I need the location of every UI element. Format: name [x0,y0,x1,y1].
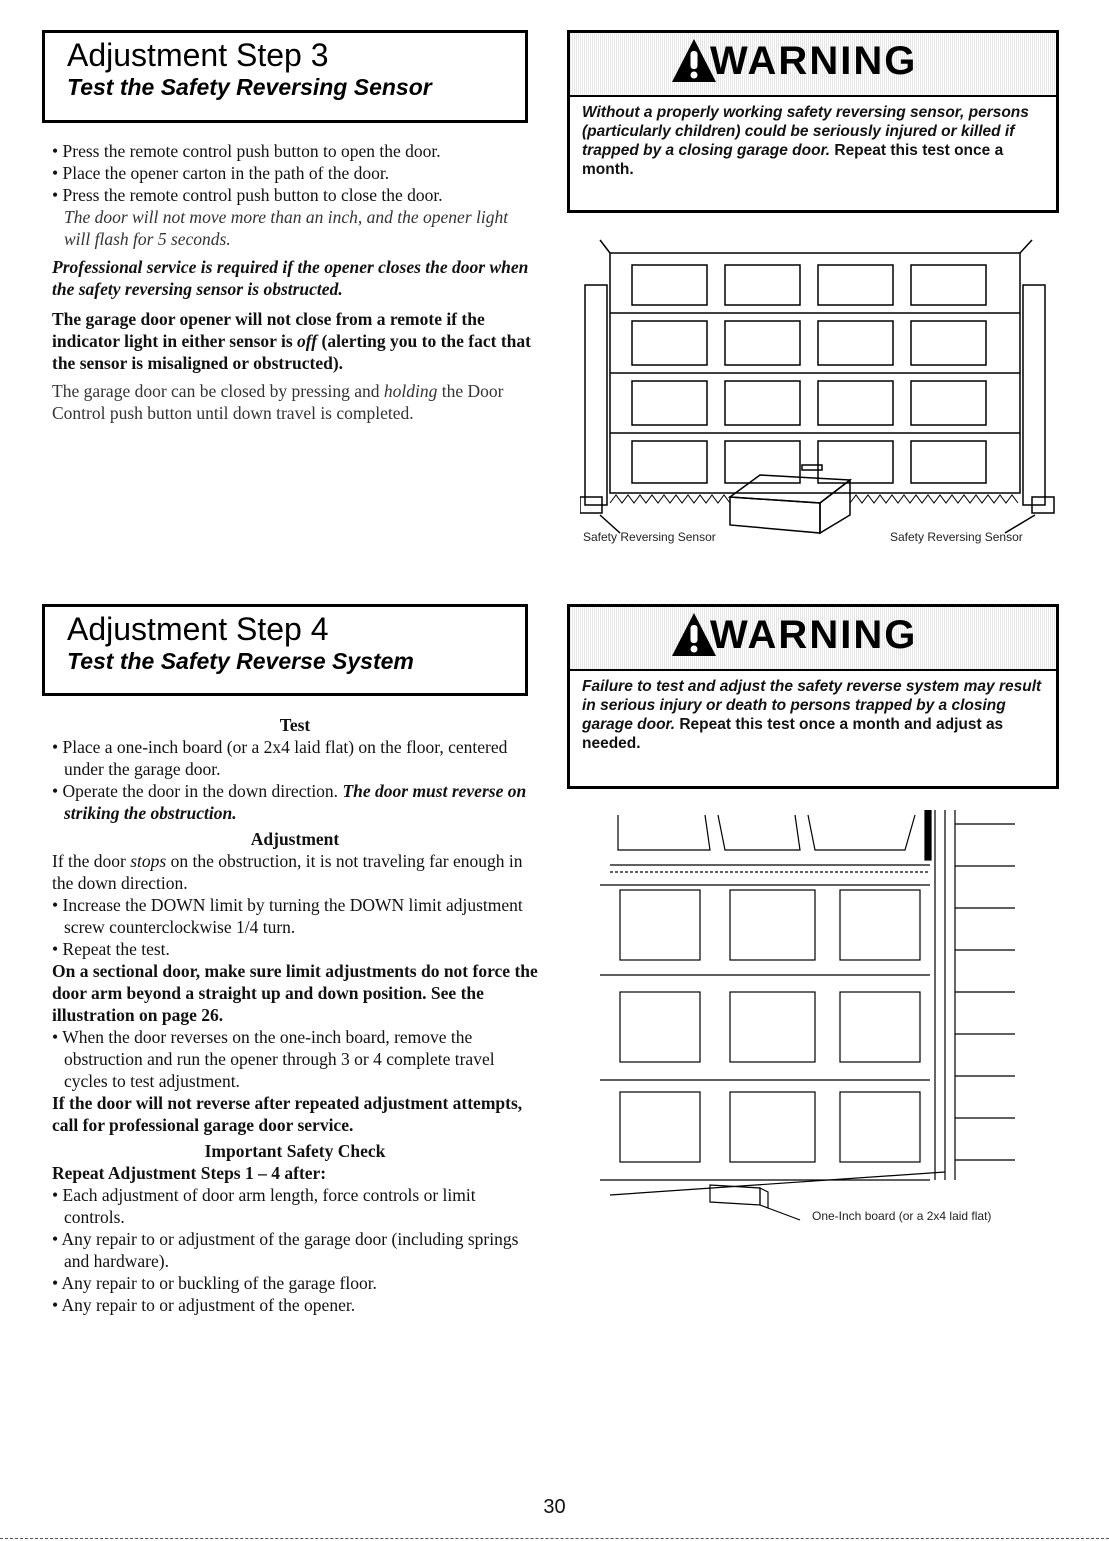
step3-bullet-2: • Place the opener carton in the path of the door. [52,162,538,184]
figure2-caption: One-Inch board (or a 2x4 laid flat) [812,1209,992,1223]
figure1-left-caption: Safety Reversing Sensor [583,530,716,544]
step3-header-box [42,30,528,123]
step3-indicator-pre: The garage door opener will not close from a remote if the indicator light in either sensor is [52,309,485,351]
adjust-intro-stops: stops [130,851,167,871]
warning-1-header [570,33,1056,97]
step3-bullet-3: • Press the remote control push button to close the door. [52,184,538,206]
warning-1-label: WARNING [710,39,918,83]
warning-1-italic: Without a properly working safety reversing sensor, persons (particularly children) could be seriously injured or killed if trapped by a closing garage door. [582,104,1029,159]
test-bullet-2-bold: The door must reverse on striking the obstruction. [64,781,527,823]
step3-subtitle: Test the Safety Reversing Sensor [67,74,432,100]
test-bullet-2 [52,780,538,824]
step3-professional-note: Professional service is required if the opener closes the door when the safety reversing sensor is obstructed. [52,257,529,299]
warning-box-1 [567,30,1059,213]
warning-2-label: WARNING [710,613,918,657]
step4-title: Adjustment Step 4 [67,611,329,647]
adjust-bullet-1: • Increase the DOWN limit by turning the DOWN limit adjustment screw counterclockwise 1/4 turn. [52,894,538,938]
warning-2-plain: Repeat this test once a month and adjust as needed. [582,716,1004,752]
step4-header-box [42,604,528,696]
step3-closed-holding: holding [383,381,438,401]
warning-2-text [570,671,1056,763]
page-number: 30 [543,1496,566,1518]
warning-box-2 [567,604,1059,789]
adjust-intro-pre: If the door [52,851,131,871]
warning-2-italic: Failure to test and adjust the safety reverse system may result in serious injury or death to persons trapped by a closing garage door. [582,678,1042,733]
warning-1-plain: Repeat this test once a month. [582,142,1004,178]
step3-indicator-post: (alerting you to the fact that the sensor is misaligned or obstructed). [52,331,531,373]
figure1-right-caption: Safety Reversing Sensor [890,530,1023,544]
safety-check-heading: Important Safety Check [204,1141,386,1161]
adjustment-heading: Adjustment [250,829,340,849]
after-bullet-3: • Any repair to or buckling of the garage floor. [52,1272,538,1294]
after-bullet-4: • Any repair to or adjustment of the opener. [52,1294,538,1316]
step3-indicator-off: off [297,331,318,351]
test-heading: Test [279,715,311,735]
after-bullet-1: • Each adjustment of door arm length, force controls or limit controls. [52,1184,538,1228]
door-reverse-board-illustration [600,810,1040,1230]
garage-door-sensor-illustration [580,235,1055,535]
step3-close-note [52,380,538,424]
warning-2-header [570,607,1056,671]
repeat-steps-heading: Repeat Adjustment Steps 1 – 4 after: [52,1163,327,1183]
adjust-bullet-2: • Repeat the test. [52,938,538,960]
step4-body [52,714,538,1316]
step3-title: Adjustment Step 3 [67,37,329,73]
step3-indicator-note [52,308,538,374]
footer-rule [0,1538,1109,1539]
test-bullet-2-plain: Operate the door in the down direction. [62,781,343,801]
sectional-door-note: On a sectional door, make sure limit adjustments do not force the door arm beyond a straight up and down position. See the illustration on page 26. [52,961,538,1025]
test-bullet-1: • Place a one-inch board (or a 2x4 laid flat) on the floor, centered under the garage door. [52,736,538,780]
not-reverse-note: If the door will not reverse after repeated adjustment attempts, call for professional garage door service. [52,1093,523,1135]
step3-closed-post: the Door Control push button until down travel is completed. [52,381,504,423]
step3-body [52,140,538,424]
step3-closed-pre: The garage door can be closed by pressing and [52,381,384,401]
step3-bullet-1: • Press the remote control push button to open the door. [52,140,538,162]
warning-1-text [570,97,1056,189]
step3-bullet-3-note: The door will not move more than an inch, and the opener light will flash for 5 seconds. [64,207,509,249]
step4-subtitle: Test the Safety Reverse System [67,648,414,674]
after-bullet-2: • Any repair to or adjustment of the garage door (including springs and hardware). [52,1228,538,1272]
adjust-intro-post: on the obstruction, it is not traveling far enough in the down direction. [52,851,523,893]
reverse-bullet: • When the door reverses on the one-inch board, remove the obstruction and run the opener through 3 or 4 complete travel cycles to test adjustment. [52,1026,538,1092]
adjustment-intro [52,850,538,894]
